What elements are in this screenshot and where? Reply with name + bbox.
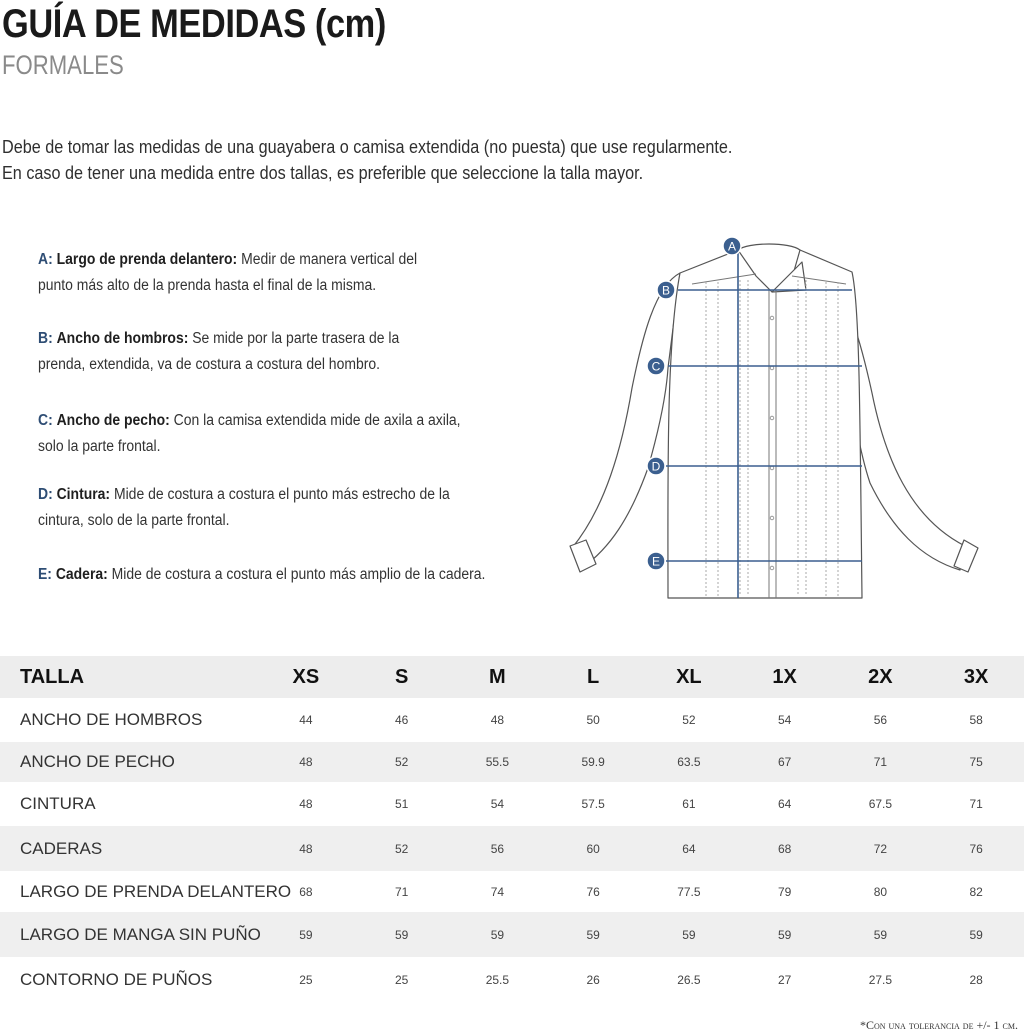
definition-text: Mide de costura a costura el punto más amplio de la cadera. xyxy=(111,566,486,583)
size-table-header xyxy=(0,656,1024,698)
shirt-right-sleeve xyxy=(572,273,680,568)
definition-term: Ancho de hombros: xyxy=(56,330,189,347)
table-cell: 67 xyxy=(777,755,792,769)
marker-a xyxy=(723,237,741,255)
table-cell: 56 xyxy=(490,841,505,856)
definition-letter: D: xyxy=(38,486,53,503)
table-cell: 68 xyxy=(299,884,313,899)
table-cell: 48 xyxy=(299,755,313,769)
size-column-header: M xyxy=(489,665,506,688)
table-cell: 25 xyxy=(299,972,313,987)
table-cell: 60 xyxy=(586,841,600,856)
definition-term: Ancho de pecho: xyxy=(56,412,170,429)
definition-letter: C: xyxy=(38,412,53,429)
definition-text: prenda, extendida, va de costura a costura del hombro. xyxy=(38,356,380,373)
table-cell: 56 xyxy=(873,713,888,727)
table-cell: 44 xyxy=(299,713,313,727)
size-column-header: L xyxy=(587,665,600,688)
table-cell: 52 xyxy=(682,713,696,727)
table-row xyxy=(0,871,1024,912)
table-cell: 59 xyxy=(586,927,600,942)
definition-text: punto más alto de la prenda hasta el final de la misma. xyxy=(38,277,377,294)
table-cell: 54 xyxy=(777,713,792,727)
table-cell: 58 xyxy=(969,713,983,727)
row-label: ANCHO DE PECHO xyxy=(20,752,175,771)
size-column-header: 2X xyxy=(868,665,893,688)
table-cell: 72 xyxy=(873,841,888,856)
row-label: CINTURA xyxy=(20,794,96,813)
shirt-body xyxy=(668,250,862,598)
table-cell: 68 xyxy=(777,841,792,856)
table-row xyxy=(0,826,1024,871)
definition-text: solo la parte frontal. xyxy=(38,438,161,455)
marker-c xyxy=(647,357,665,375)
definition-text: Medir de manera vertical del xyxy=(241,251,418,268)
intro-line: En caso de tener una medida entre dos tallas, es preferible que seleccione la talla mayor. xyxy=(2,163,644,183)
definition-term: Cadera: xyxy=(55,566,108,583)
table-cell: 71 xyxy=(969,797,983,811)
table-cell: 71 xyxy=(873,755,888,769)
table-cell: 59 xyxy=(777,927,792,942)
table-cell: 59 xyxy=(394,927,409,942)
table-row xyxy=(0,742,1024,782)
table-row xyxy=(0,912,1024,957)
table-cell: 28 xyxy=(969,972,983,987)
table-cell: 76 xyxy=(969,841,983,856)
definition-e xyxy=(38,562,506,588)
table-cell: 82 xyxy=(969,884,983,899)
page-title: GUÍA DE MEDIDAS (cm) xyxy=(2,2,386,46)
table-cell: 59.9 xyxy=(581,755,605,769)
table-cell: 55.5 xyxy=(485,755,510,769)
definition-d xyxy=(38,482,506,534)
definition-term: Cintura: xyxy=(56,486,111,503)
row-label: CADERAS xyxy=(20,838,103,858)
row-label: LARGO DE MANGA SIN PUÑO xyxy=(20,924,261,944)
table-cell: 27 xyxy=(777,972,792,987)
table-cell: 59 xyxy=(682,927,696,942)
table-cell: 61 xyxy=(682,797,696,811)
table-row xyxy=(0,698,1024,742)
table-cell: 75 xyxy=(969,755,983,769)
marker-b-label: B xyxy=(661,283,671,298)
table-cell: 52 xyxy=(394,841,409,856)
table-cell: 64 xyxy=(777,797,792,811)
table-cell: 59 xyxy=(969,927,983,942)
shirt-diagram xyxy=(560,228,990,608)
definition-a xyxy=(38,247,506,299)
row-label: LARGO DE PRENDA DELANTERO xyxy=(20,881,292,901)
marker-a-label: A xyxy=(727,239,737,254)
definition-term: Largo de prenda delantero: xyxy=(56,251,238,268)
tolerance-footnote: *Con una tolerancia de +/- 1 cm. xyxy=(859,1018,1018,1032)
size-header-label: TALLA xyxy=(20,665,85,688)
table-row xyxy=(0,782,1024,826)
table-cell: 26 xyxy=(586,972,600,987)
size-column-header: XS xyxy=(292,665,320,688)
marker-b xyxy=(657,281,675,299)
definition-letter: A: xyxy=(38,251,53,268)
definition-text: Con la camisa extendida mide de axila a axila, xyxy=(173,412,461,429)
marker-d-label: D xyxy=(651,459,661,474)
table-cell: 59 xyxy=(299,927,313,942)
table-cell: 67.5 xyxy=(868,797,893,811)
table-cell: 25.5 xyxy=(485,972,510,987)
row-label: ANCHO DE HOMBROS xyxy=(20,710,203,729)
marker-e xyxy=(647,552,665,570)
table-cell: 48 xyxy=(299,841,313,856)
intro-text xyxy=(2,134,812,186)
table-row xyxy=(0,957,1024,1002)
definition-b xyxy=(38,326,506,378)
table-cell: 50 xyxy=(586,713,600,727)
table-cell: 48 xyxy=(299,797,313,811)
marker-c-label: C xyxy=(651,359,661,374)
size-column-header: 3X xyxy=(963,665,989,688)
definition-c xyxy=(38,408,506,460)
table-cell: 25 xyxy=(394,972,409,987)
definition-text: Mide de costura a costura el punto más estrecho de la xyxy=(113,486,450,503)
table-cell: 63.5 xyxy=(677,755,701,769)
table-cell: 71 xyxy=(394,884,409,899)
size-column-header: 1X xyxy=(772,665,797,688)
definition-text: Se mide por la parte trasera de la xyxy=(192,330,400,347)
table-cell: 59 xyxy=(490,927,505,942)
marker-e-label: E xyxy=(651,554,661,569)
row-label: CONTORNO DE PUÑOS xyxy=(20,969,213,989)
size-column-header: S xyxy=(394,665,409,688)
table-cell: 57.5 xyxy=(581,797,605,811)
size-table xyxy=(0,656,1024,1002)
table-cell: 51 xyxy=(394,797,409,811)
table-cell: 46 xyxy=(394,713,409,727)
table-cell: 80 xyxy=(873,884,888,899)
table-cell: 77.5 xyxy=(677,884,701,899)
table-cell: 48 xyxy=(490,713,505,727)
marker-d xyxy=(647,457,665,475)
intro-line: Debe de tomar las medidas de una guayabera o camisa extendida (no puesta) que use regularmente. xyxy=(2,137,733,157)
table-cell: 26.5 xyxy=(677,972,701,987)
definition-letter: B: xyxy=(38,330,53,347)
table-cell: 76 xyxy=(586,884,600,899)
page-subtitle: FORMALES xyxy=(2,50,124,80)
table-cell: 54 xyxy=(490,797,505,811)
table-cell: 74 xyxy=(490,884,505,899)
table-cell: 64 xyxy=(682,841,696,856)
table-cell: 79 xyxy=(777,884,792,899)
table-cell: 59 xyxy=(873,927,888,942)
size-column-header: XL xyxy=(676,665,702,688)
definition-letter: E: xyxy=(38,566,52,583)
table-cell: 27.5 xyxy=(868,972,893,987)
table-cell: 52 xyxy=(394,755,409,769)
definition-text: cintura, solo de la parte frontal. xyxy=(38,512,230,529)
